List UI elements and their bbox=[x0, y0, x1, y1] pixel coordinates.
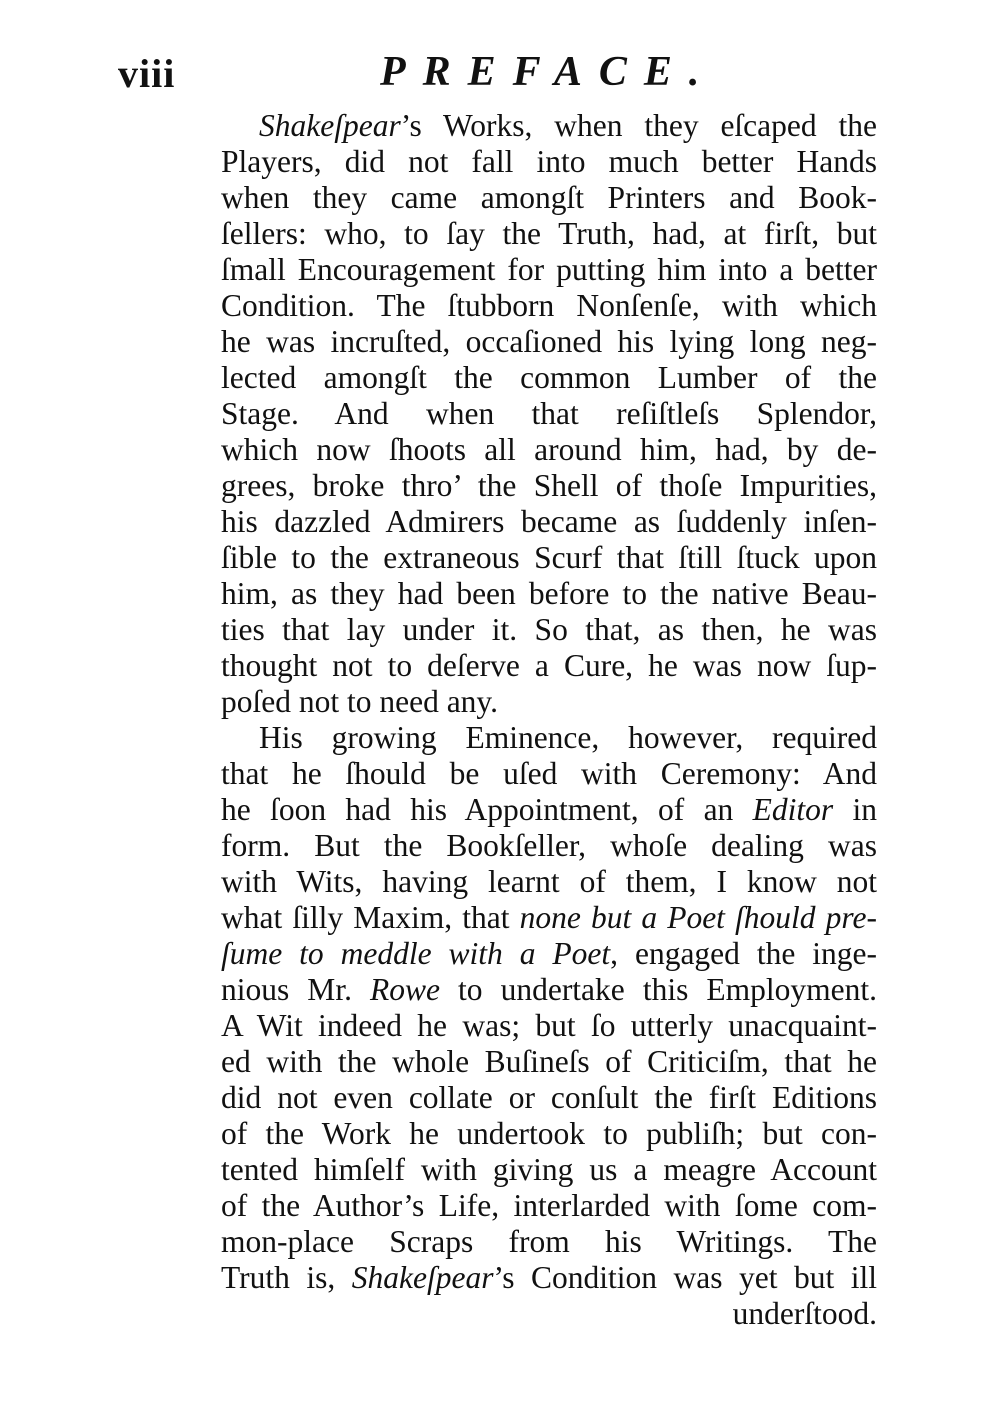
text-line: thought not to deſerve a Cure, he was now ſup- bbox=[221, 648, 877, 683]
text-line: Shakeſpear’s Works, when they eſcaped the bbox=[259, 108, 877, 143]
text-line: when they came amongſt Printers and Book- bbox=[221, 180, 877, 215]
text-line: with Wits, having learnt of them, I know not bbox=[221, 864, 877, 899]
text-line: him, as they had been before to the native Beau- bbox=[221, 576, 877, 611]
text-line: ſible to the extraneous Scurf that ſtill ſtuck upon bbox=[221, 540, 877, 575]
text-line: poſed not to need any. bbox=[221, 684, 499, 719]
text-line: A Wit indeed he was; but ſo utterly unacquaint- bbox=[221, 1008, 877, 1043]
text-line: Condition. The ſtubborn Nonſenſe, with which bbox=[221, 288, 877, 323]
text-line: grees, broke thro’ the Shell of thoſe Impurities, bbox=[221, 468, 877, 503]
text-line: Truth is, Shakeſpear’s Condition was yet but ill bbox=[221, 1260, 877, 1295]
text-line: ed with the whole Buſineſs of Criticiſm, that he bbox=[221, 1044, 877, 1079]
text-line: form. But the Bookſeller, whoſe dealing was bbox=[221, 828, 877, 863]
text-line: Players, did not fall into much better Hands bbox=[221, 144, 877, 179]
paragraph-2 bbox=[221, 720, 877, 1332]
text-line: Stage. And when that reſiſtleſs Splendor, bbox=[221, 396, 877, 431]
italic-name: Shakeſpear bbox=[351, 1260, 494, 1295]
text-line: his dazzled Admirers became as ſuddenly inſen- bbox=[221, 504, 877, 539]
text-line: of the Author’s Life, interlarded with ſome com- bbox=[221, 1188, 877, 1223]
italic-name: Shakeſpear bbox=[259, 108, 401, 143]
text-line: what ſilly Maxim, that none but a Poet ſhould pre- bbox=[221, 900, 877, 935]
text-line: he ſoon had his Appointment, of an Editor in bbox=[221, 792, 877, 827]
italic-name: Rowe bbox=[370, 972, 440, 1007]
text-line: mon-place Scraps from his Writings. The bbox=[221, 1224, 877, 1259]
text-line: did not even collate or conſult the firſt Editions bbox=[221, 1080, 877, 1115]
catchword: underſtood. bbox=[732, 1296, 877, 1331]
text-line: ties that lay under it. So that, as then, he was bbox=[221, 612, 877, 647]
text-line: of the Work he undertook to publiſh; but con- bbox=[221, 1116, 877, 1151]
text-line: that he ſhould be uſed with Ceremony: And bbox=[221, 756, 877, 791]
page-number: viii bbox=[118, 51, 176, 96]
italic-quote: none but a Poet ſhould pre- bbox=[519, 900, 877, 935]
running-title: PREFACE. bbox=[380, 49, 717, 95]
italic-word: Editor bbox=[752, 792, 834, 827]
italic-quote: ſume to meddle with a Poet bbox=[221, 936, 611, 971]
text-line: His growing Eminence, however, required bbox=[259, 720, 877, 755]
text-line: which now ſhoots all around him, had, by de- bbox=[221, 432, 877, 467]
body-text bbox=[221, 108, 877, 1332]
paragraph-1 bbox=[221, 108, 877, 720]
text-line: tented himſelf with giving us a meagre Account bbox=[221, 1152, 877, 1187]
text-line: he was incruſted, occaſioned his lying long neg- bbox=[221, 324, 877, 359]
text-line: ſellers: who, to ſay the Truth, had, at firſt, but bbox=[221, 216, 877, 251]
text-line: ſume to meddle with a Poet, engaged the inge- bbox=[221, 936, 877, 971]
text-line: nious Mr. Rowe to undertake this Employment. bbox=[221, 972, 877, 1007]
text-line: ſmall Encouragement for putting him into a better bbox=[221, 252, 877, 287]
text-line: lected amongſt the common Lumber of the bbox=[221, 360, 877, 395]
